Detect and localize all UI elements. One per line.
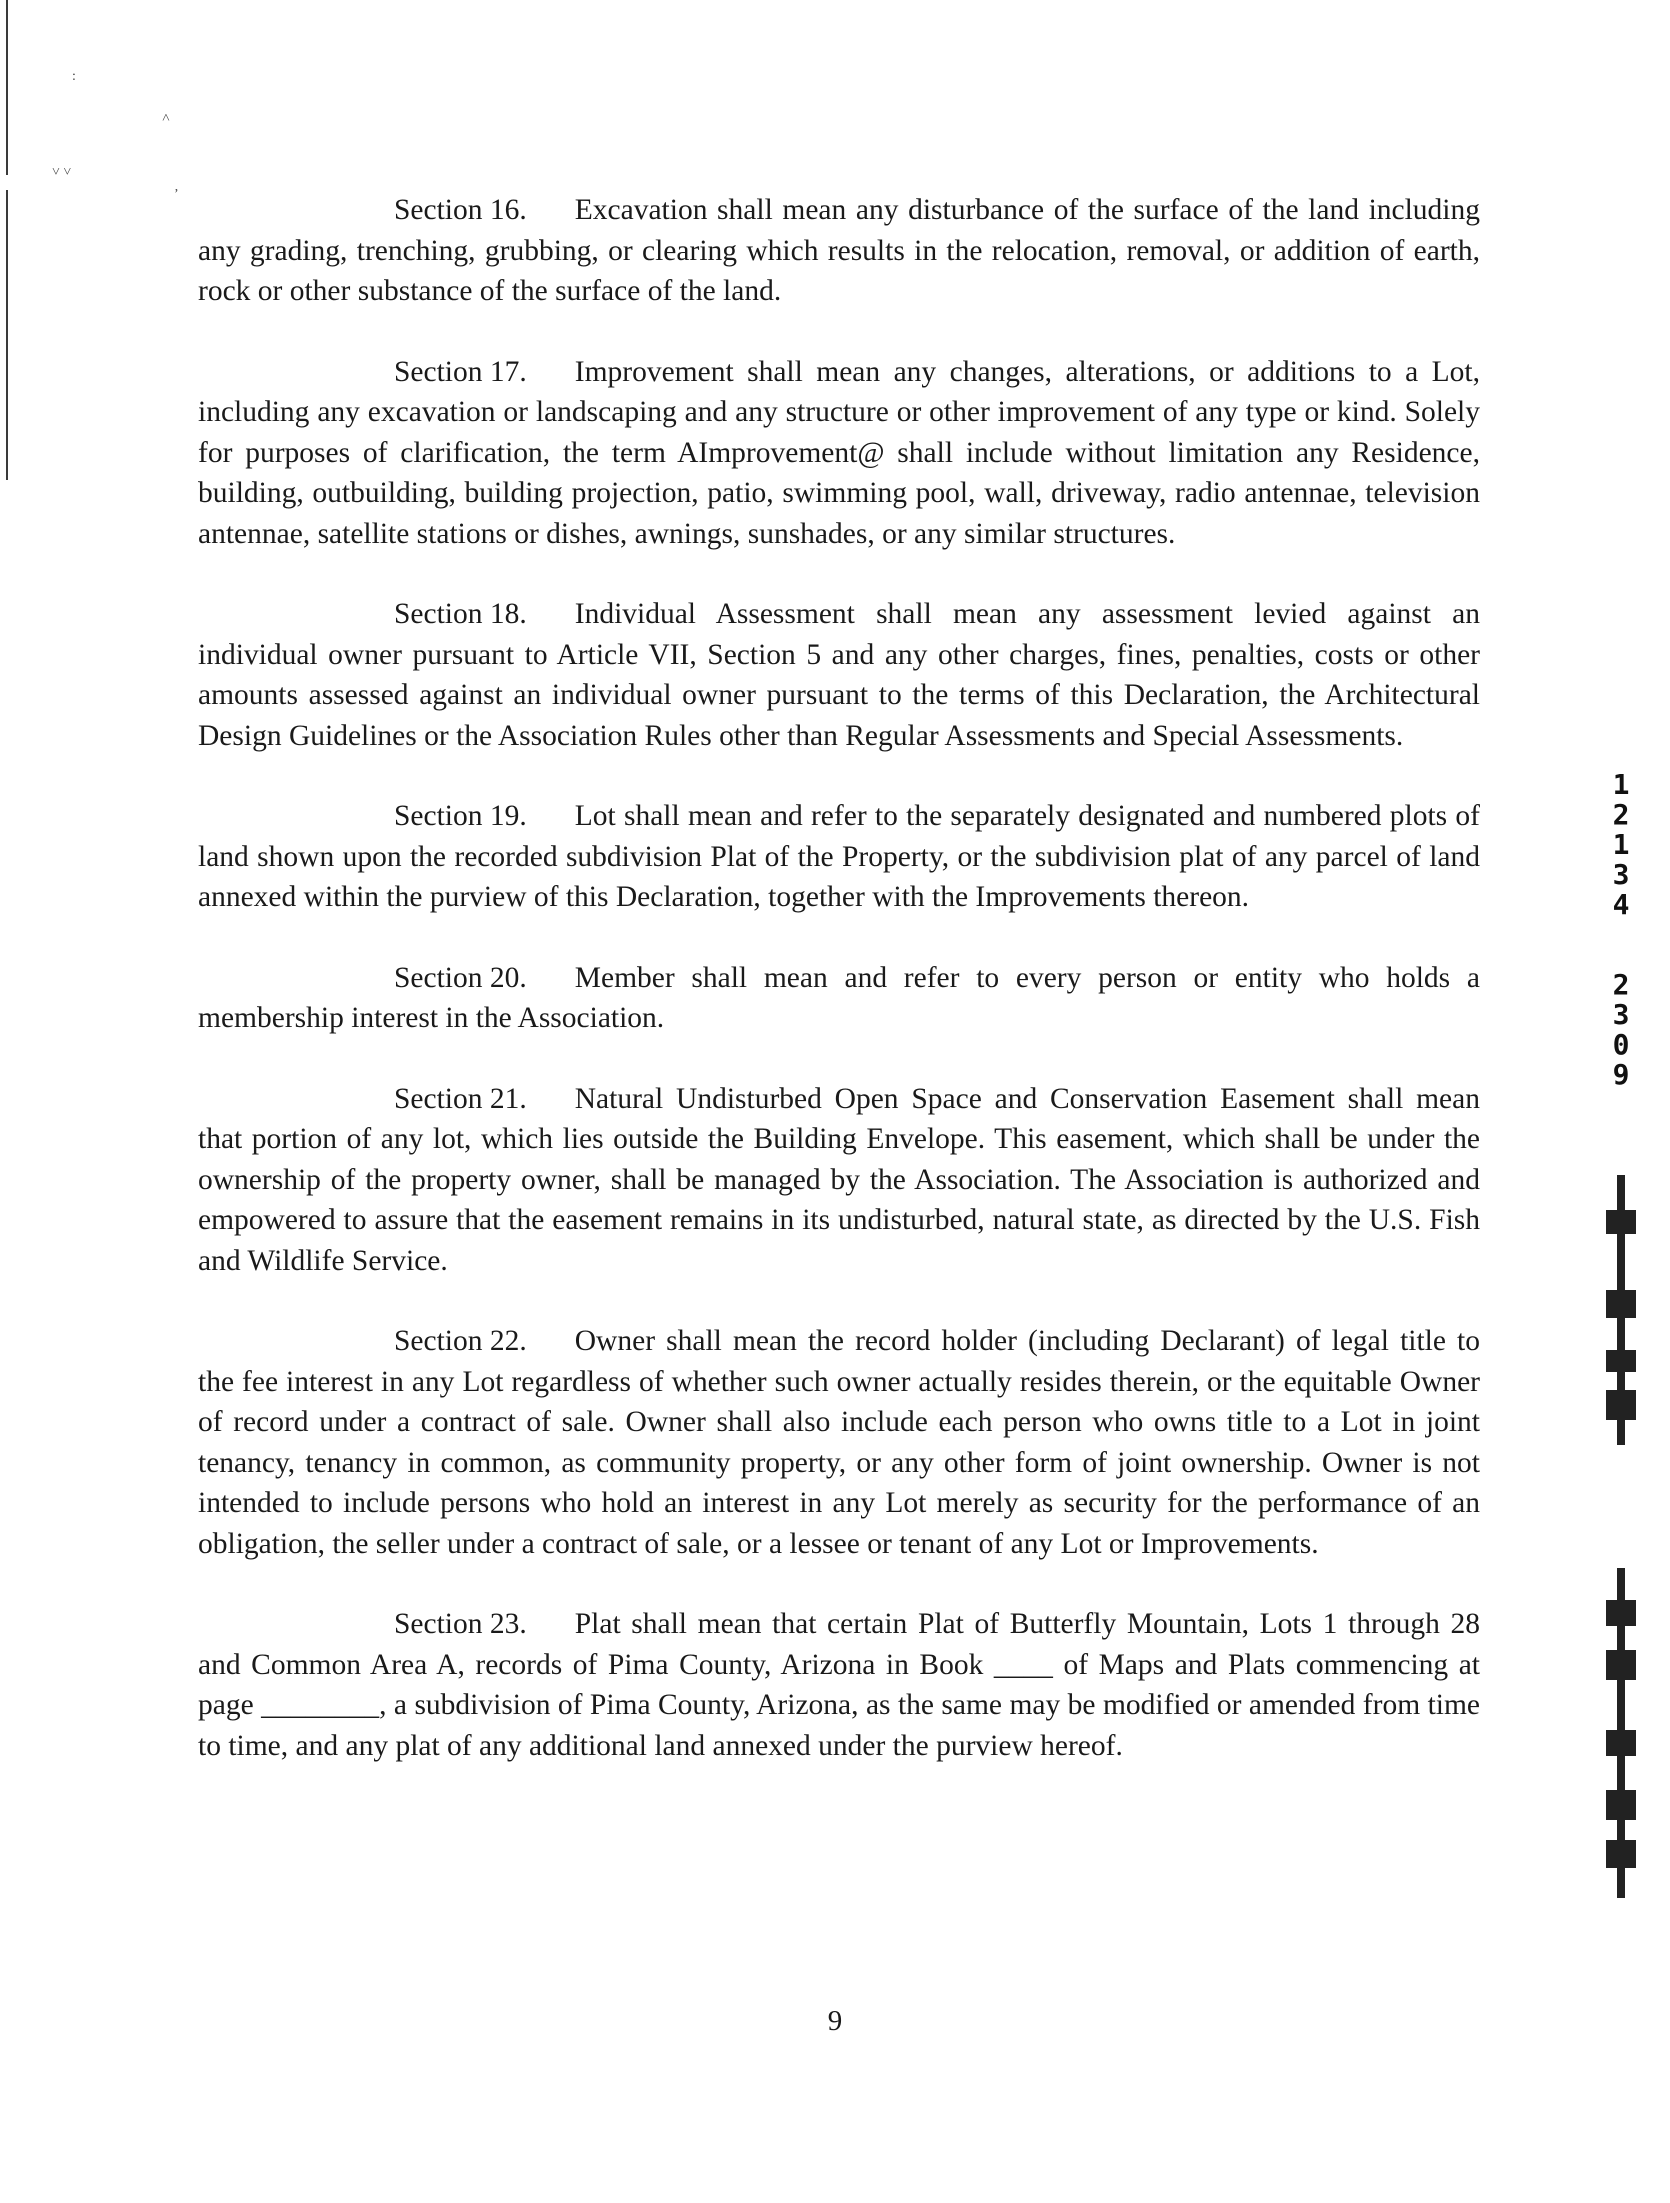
section-18 [198,594,1480,756]
section-20 [198,958,1480,1039]
stamp-smear [1606,1840,1636,1868]
section-text: Plat shall mean that certain Plat of Butterfly Mountain, Lots 1 through 28 and Common Area A, records of Pima County, Arizona in Book ____ of Maps and Plats commencing at page ________, a subdivision of Pima County, Arizona, as the same may be modified or amended from time to time, and any plat of any additional land annexed under the purview hereof. [198,1608,1480,1762]
section-text: Natural Undisturbed Open Space and Conservation Easement shall mean that portion of any lot, which lies outside the Building Envelope. This easement, which shall be under the ownership of the property owner, shall be managed by the Association. The Association is authorized and empowered to assure that the easement remains in its undisturbed, natural state, as directed by the U.S. Fish and Wildlife Service. [198,1082,1480,1277]
stamp-number-group: 2 3 0 9 [1612,968,1630,1091]
document-body [198,190,1480,1806]
section-text: Owner shall mean the record holder (including Declarant) of legal title to the fee interest in any Lot regardless of whether such owner actually resides therein, or the equitable Owner of record under a contract of sale. Owner shall also include each person who owns title to a Lot in joint tenancy, tenancy in common, as community property, or any other form of joint ownership. Owner is not intended to include persons who hold an interest in any Lot merely as security for the performance of an obligation, the seller under a contract of sale, or a lessee or tenant of any Lot or Improvements. [198,1325,1480,1560]
section-16 [198,190,1480,312]
section-label: Section 17. [394,355,527,388]
section-label: Section 23. [394,1608,527,1640]
stamp-smear [1606,1390,1636,1420]
scan-speck: ˅ ˅ [52,165,72,180]
stamp-smear [1606,1730,1636,1756]
scan-speck: ˄ [162,111,170,126]
stamp-smear [1606,1210,1636,1234]
stamp-smear [1606,1600,1636,1626]
stamp-smear [1606,1290,1636,1318]
section-text: Excavation shall mean any disturbance of the surface of the land including any grading, trenching, grubbing, or clearing which results in the relocation, removal, or addition of earth, rock or other substance of the surface of the land. [198,194,1480,307]
section-23 [198,1604,1480,1766]
section-label: Section 20. [394,961,527,994]
section-label: Section 19. [394,800,527,832]
scan-speck: : [72,69,76,84]
section-19 [198,796,1480,918]
stamp-smear [1606,1650,1636,1680]
section-label: Section 21. [394,1082,527,1115]
section-text: Lot shall mean and refer to the separately designated and numbered plots of land shown upon the recorded subdivision Plat of the Property, or the subdivision plat of any parcel of land annexed within the purview of this Declaration, together with the Improvements thereon. [198,800,1480,913]
page-number: 9 [827,2005,843,2037]
stamp-smear [1606,1350,1636,1372]
recording-stamp [1598,770,1644,1910]
section-text: Member shall mean and refer to every person or entity who holds a membership interest in the Association. [198,961,1480,1034]
section-label: Section 18. [394,598,527,630]
binding-edge-line [6,0,8,175]
binding-edge-line [6,190,8,480]
section-text: Individual Assessment shall mean any assessment levied against an individual owner pursuant to Article VII, Section 5 and any other charges, fines, penalties, costs or other amounts assessed against an individual owner pursuant to the terms of this Declaration, the Architectural Design Guidelines or the Association Rules other than Regular Assessments and Special Assessments. [198,598,1480,752]
section-21 [198,1079,1480,1282]
section-22 [198,1321,1480,1564]
section-label: Section 16. [394,194,527,226]
stamp-smear [1606,1790,1636,1820]
section-text: Improvement shall mean any changes, alterations, or additions to a Lot, including any excavation or landscaping and any structure or other improvement of any type or kind. Solely for purposes of clarification, the term AImprovement@ shall include without limitation any Residence, building, outbuilding, building projection, patio, swimming pool, wall, driveway, radio antennae, television antennae, satellite stations or dishes, awnings, sunshades, or any similar structures. [198,355,1480,550]
stamp-number-group: 1 2 1 3 4 [1612,768,1630,921]
scan-speck: ʼ [174,187,179,202]
section-label: Section 22. [394,1325,527,1357]
section-17 [198,352,1480,555]
